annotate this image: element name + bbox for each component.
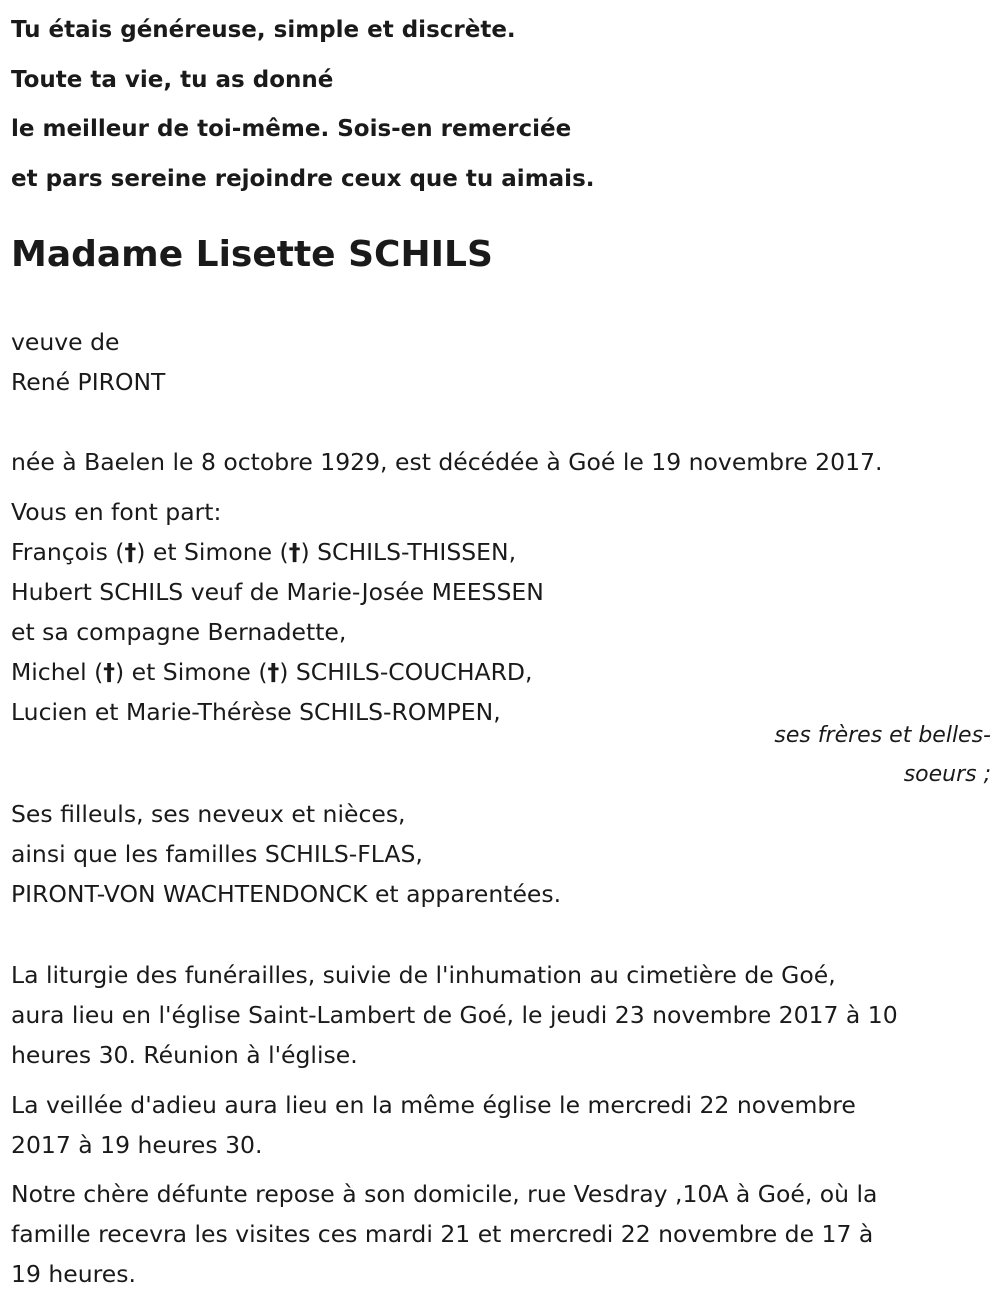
relation-line: ses frères et belles-: [774, 723, 991, 748]
family-line-text: François (: [11, 538, 125, 566]
poem-line: le meilleur de toi-même. Sois-en remerciée: [11, 116, 572, 142]
visits-line: 19 heures.: [11, 1260, 136, 1288]
visits-paragraph: [11, 1174, 877, 1294]
relatives-line: PIRONT-VON WACHTENDONCK et apparentées.: [11, 880, 562, 908]
spouse-block: [11, 322, 165, 402]
visits-line: Notre chère défunte repose à son domicile, rue Vesdray ,10A à Goé, où la: [11, 1180, 878, 1208]
cross-icon: †: [103, 658, 115, 686]
announcement-intro: Vous en font part:: [11, 498, 222, 526]
family-line: Lucien et Marie-Thérèse SCHILS-ROMPEN,: [11, 698, 501, 726]
family-line-text: ) et Simone (: [115, 658, 268, 686]
poem-line: Toute ta vie, tu as donné: [11, 66, 334, 93]
birth-death: [11, 442, 882, 482]
spouse-name: René PIRONT: [11, 368, 166, 396]
family-line: [11, 652, 544, 692]
visits-line: famille recevra les visites ces mardi 21 et mercredi 22 novembre de 17 à: [11, 1220, 874, 1248]
cross-icon: †: [124, 538, 137, 566]
poem-line: et pars sereine rejoindre ceux que tu aimais.: [11, 165, 595, 192]
family-line: et sa compagne Bernadette,: [11, 618, 347, 646]
other-relatives: [11, 794, 561, 914]
vigil-line: La veillée d'adieu aura lieu en la même église le mercredi 22 novembre: [11, 1091, 856, 1119]
birth-death-text: née à Baelen le 8 octobre 1929, est décédée à Goé le 19 novembre 2017.: [11, 448, 883, 476]
family-line-text: Michel (: [11, 658, 104, 686]
liturgy-line: aura lieu en l'église Saint-Lambert de Goé, le jeudi 23 novembre 2017 à 10: [11, 1001, 898, 1029]
widow-of-label: veuve de: [11, 328, 120, 356]
family-line-text: ) et Simone (: [136, 538, 289, 566]
vigil-line: 2017 à 19 heures 30.: [11, 1131, 263, 1159]
relatives-line: ainsi que les familles SCHILS-FLAS,: [11, 840, 423, 868]
poem: [11, 6, 595, 204]
relatives-line: Ses filleuls, ses neveux et nièces,: [11, 800, 406, 828]
family-line-text: ) SCHILS-THISSEN,: [300, 538, 517, 566]
family-line: Hubert SCHILS veuf de Marie-Josée MEESSEN: [11, 578, 544, 606]
cross-icon: †: [288, 538, 301, 566]
relation-line: soeurs ;: [903, 762, 991, 787]
liturgy-paragraph: [11, 955, 898, 1075]
liturgy-line: La liturgie des funérailles, suivie de l'inhumation au cimetière de Goé,: [11, 961, 836, 989]
family-announcement: [11, 492, 544, 732]
deceased-name: Madame Lisette SCHILS: [11, 234, 493, 275]
family-line-text: ) SCHILS-COUCHARD,: [279, 658, 533, 686]
cross-icon: †: [267, 658, 280, 686]
family-line: [11, 532, 544, 572]
poem-line: Tu étais généreuse, simple et discrète.: [11, 17, 516, 43]
relation-note: [774, 716, 991, 794]
liturgy-line: heures 30. Réunion à l'église.: [11, 1041, 358, 1069]
vigil-paragraph: [11, 1085, 856, 1165]
